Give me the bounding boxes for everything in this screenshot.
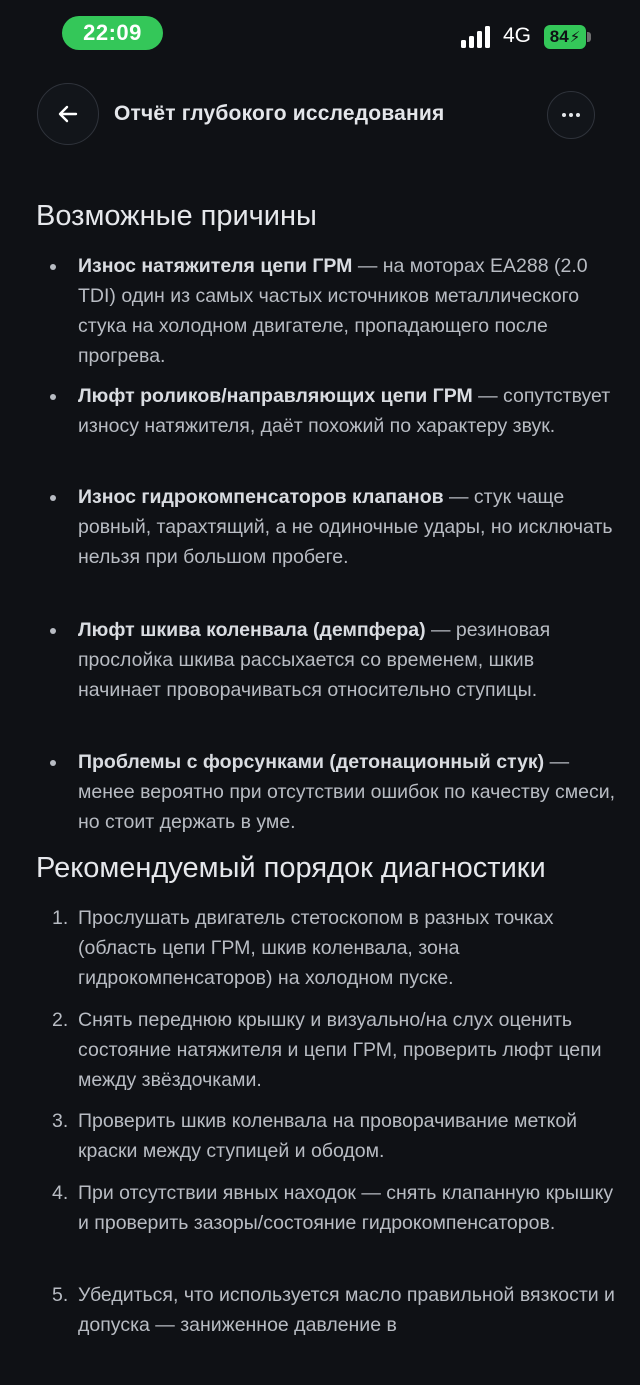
list-item [78, 615, 618, 705]
list-item [78, 381, 618, 441]
bullet-icon [50, 628, 56, 634]
arrow-left-icon [56, 102, 80, 126]
cause-description: — сопутствует износу натяжителя, даёт похожий по характеру звук. [78, 385, 611, 437]
cause-name: Износ гидрокомпенсаторов клапанов [78, 486, 444, 508]
list-item [78, 251, 618, 371]
list-item: Прослушать двигатель стетоскопом в разных точках (область цепи ГРМ, шкив коленвала, зона гидрокомпенсаторов) на холодном пуске. [78, 907, 554, 989]
step-number: 5. [52, 1284, 69, 1306]
bullet-icon [50, 495, 56, 501]
cause-name: Проблемы с форсунками (детонационный стук) [78, 751, 545, 773]
causes-heading: Возможные причины [36, 200, 317, 232]
back-button[interactable] [37, 83, 99, 145]
page-title: Отчёт глубокого исследования [114, 102, 445, 125]
diagnostics-heading: Рекомендуемый порядок диагностики [36, 852, 546, 884]
signal-strength-icon [461, 26, 493, 48]
list-item [78, 747, 618, 837]
battery-icon [544, 25, 586, 49]
charging-bolt-icon: ⚡ [569, 29, 581, 46]
list-item [78, 482, 618, 572]
more-horizontal-icon [561, 112, 581, 118]
cause-name: Люфт роликов/направляющих цепи ГРМ [78, 385, 473, 407]
list-item: При отсутствии явных находок — снять клапанную крышку и проверить зазоры/состояние гидрокомпенсаторов. [78, 1182, 614, 1234]
cause-name: Люфт шкива коленвала (демпфера) [78, 619, 426, 641]
step-number: 2. [52, 1009, 69, 1031]
list-item: Проверить шкив коленвала на проворачивание меткой краски между ступицей и ободом. [78, 1110, 578, 1162]
step-number: 3. [52, 1110, 69, 1132]
cause-description: — на моторах EA288 (2.0 TDI) один из самых частых источников металлического стука на холодном двигателе, пропадающего после прогрева. [78, 255, 588, 367]
bullet-icon [50, 394, 56, 400]
list-item: Снять переднюю крышку и визуально/на слух оценить состояние натяжителя и цепи ГРМ, проверить люфт цепи между звёздочками. [78, 1009, 602, 1091]
cause-description: — менее вероятно при отсутствии ошибок по качеству смеси, но стоит держать в уме. [78, 751, 616, 833]
step-number: 4. [52, 1182, 69, 1204]
bullet-icon [50, 264, 56, 270]
more-options-button[interactable] [547, 91, 595, 139]
battery-level: 84 [549, 27, 569, 46]
bullet-icon [50, 760, 56, 766]
status-time: 22:09 [62, 16, 163, 50]
step-number: 1. [52, 907, 69, 929]
cause-name: Износ натяжителя цепи ГРМ [78, 255, 353, 277]
list-item: Убедиться, что используется масло правильной вязкости и допуска — заниженное давление в [78, 1284, 615, 1336]
cause-description: — стук чаще ровный, тарахтящий, а не одиночные удары, но исключать нельзя при большом пробеге. [78, 486, 613, 568]
battery-tip [587, 32, 591, 42]
cause-description: — резиновая прослойка шкива рассыхается со временем, шкив начинает проворачиваться относительно ступицы. [78, 619, 551, 701]
status-bar [0, 0, 640, 70]
network-type: 4G [503, 24, 532, 47]
